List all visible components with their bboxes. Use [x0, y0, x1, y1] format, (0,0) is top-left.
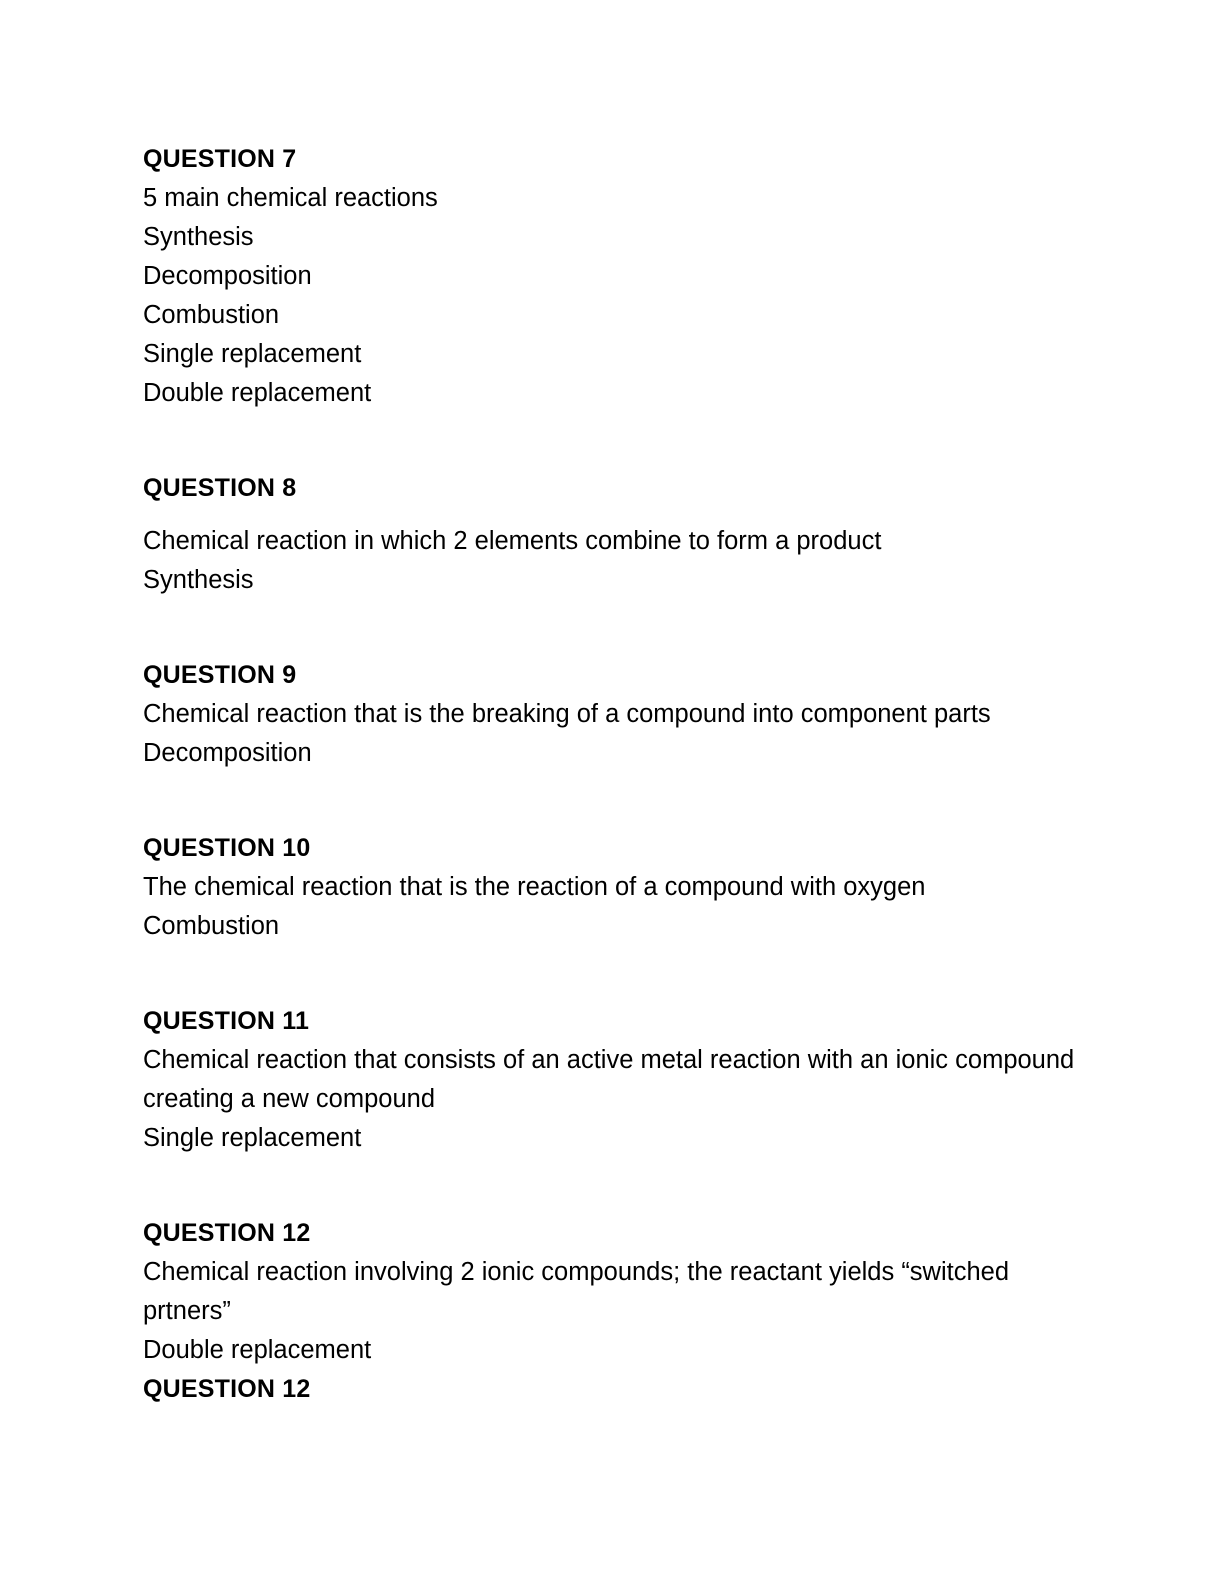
spacer — [143, 508, 1084, 522]
question-line: Chemical reaction that is the breaking of a compound into component parts — [143, 700, 991, 728]
question-block — [143, 656, 1084, 773]
question-line: Chemical reaction involving 2 ionic compounds; the reactant yields “switched prtners” — [143, 1258, 1017, 1325]
document-body — [143, 140, 1084, 1409]
question-block — [143, 829, 1084, 946]
question-line: Double replacement — [143, 379, 372, 407]
question-line: The chemical reaction that is the reaction of a compound with oxygen — [143, 873, 926, 901]
question-line: Decomposition — [143, 262, 312, 290]
question-line: Combustion — [143, 912, 280, 940]
question-heading: QUESTION 12 — [143, 1219, 311, 1247]
question-line: Single replacement — [143, 1124, 362, 1152]
question-line: Chemical reaction that consists of an active metal reaction with an ionic compound creating a new compound — [143, 1046, 1082, 1113]
question-heading: QUESTION 11 — [143, 1007, 310, 1035]
question-block — [143, 1002, 1084, 1158]
question-heading: QUESTION 9 — [143, 661, 297, 689]
question-block — [143, 140, 1084, 413]
question-line: Double replacement — [143, 1336, 372, 1364]
question-line: Combustion — [143, 301, 280, 329]
question-line: Decomposition — [143, 739, 312, 767]
question-heading-trailing: QUESTION 12 — [143, 1375, 311, 1403]
question-heading: QUESTION 8 — [143, 474, 297, 502]
question-line: Chemical reaction in which 2 elements combine to form a product — [143, 527, 882, 555]
question-line: 5 main chemical reactions — [143, 184, 438, 212]
question-heading: QUESTION 10 — [143, 834, 311, 862]
question-block — [143, 469, 1084, 600]
question-line: Synthesis — [143, 566, 254, 594]
question-line: Single replacement — [143, 340, 362, 368]
question-block — [143, 1214, 1084, 1409]
question-heading: QUESTION 7 — [143, 145, 297, 173]
question-line: Synthesis — [143, 223, 254, 251]
